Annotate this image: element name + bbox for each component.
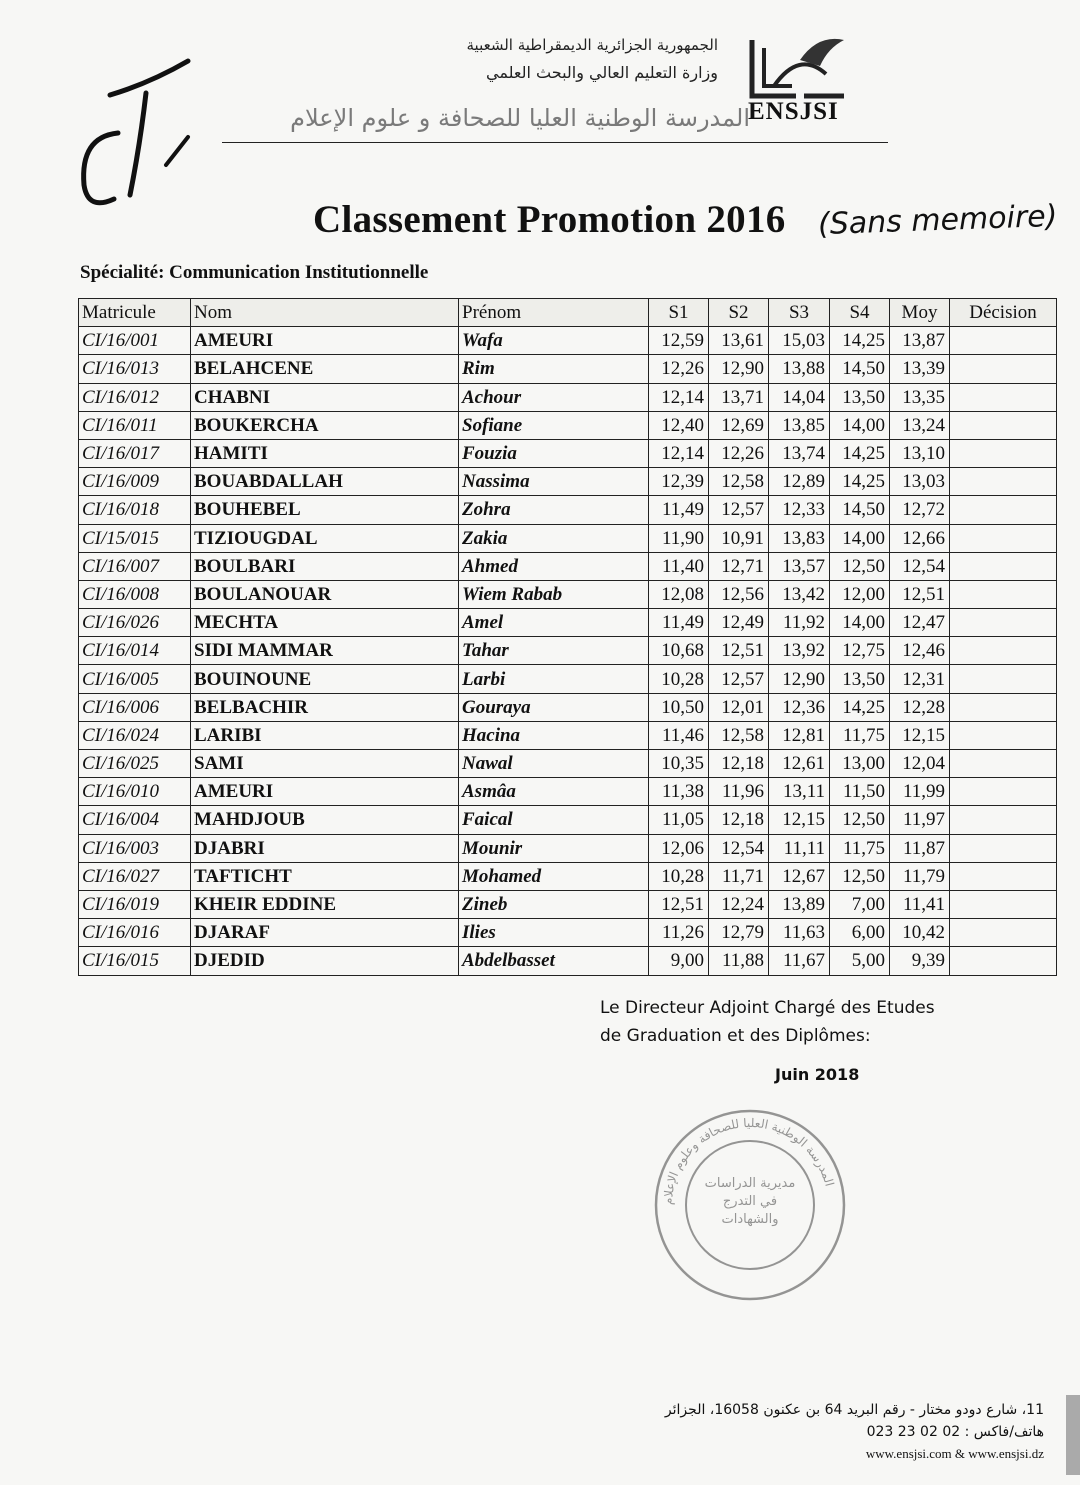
cell-s3: 13,88 (769, 355, 830, 383)
table-row (79, 580, 1057, 608)
ranking-table (78, 298, 1057, 976)
cell-matricule: CI/15/015 (79, 524, 191, 552)
cell-prenom: Tahar (459, 637, 649, 665)
cell-s1: 12,14 (649, 383, 709, 411)
cell-s1: 10,68 (649, 637, 709, 665)
cell-decision (950, 750, 1057, 778)
cell-s1: 10,50 (649, 693, 709, 721)
cell-moy: 13,03 (890, 468, 950, 496)
cell-prenom: Fouzia (459, 439, 649, 467)
logo-text: ENSJSI (748, 98, 839, 125)
cell-s1: 11,49 (649, 496, 709, 524)
cell-s4: 14,00 (830, 411, 890, 439)
cell-s3: 13,11 (769, 778, 830, 806)
cell-moy: 9,39 (890, 947, 950, 975)
table-row (79, 721, 1057, 749)
cell-prenom: Wiem Rabab (459, 580, 649, 608)
cell-s2: 12,51 (709, 637, 769, 665)
cell-matricule: CI/16/017 (79, 439, 191, 467)
cell-s3: 12,90 (769, 665, 830, 693)
signature-date: Juin 2018 (775, 1065, 860, 1084)
cell-s1: 12,39 (649, 468, 709, 496)
cell-s4: 12,50 (830, 552, 890, 580)
cell-prenom: Rim (459, 355, 649, 383)
cell-prenom: Asmâa (459, 778, 649, 806)
cell-prenom: Ilies (459, 919, 649, 947)
cell-decision (950, 383, 1057, 411)
cell-prenom: Mohamed (459, 862, 649, 890)
cell-moy: 11,97 (890, 806, 950, 834)
cell-moy: 13,87 (890, 327, 950, 355)
cell-decision (950, 947, 1057, 975)
cell-matricule: CI/16/011 (79, 411, 191, 439)
col-header-s4: S4 (830, 299, 890, 327)
cell-prenom: Ahmed (459, 552, 649, 580)
cell-moy: 13,24 (890, 411, 950, 439)
cell-decision (950, 637, 1057, 665)
cell-s1: 12,14 (649, 439, 709, 467)
cell-moy: 12,31 (890, 665, 950, 693)
cell-nom: MAHDJOUB (191, 806, 459, 834)
cell-decision (950, 890, 1057, 918)
cell-s4: 13,00 (830, 750, 890, 778)
cell-prenom: Gouraya (459, 693, 649, 721)
cell-matricule: CI/16/025 (79, 750, 191, 778)
page-title: Classement Promotion 2016 (313, 198, 786, 241)
col-header-prenom: Prénom (459, 299, 649, 327)
cell-s4: 12,75 (830, 637, 890, 665)
cell-s4: 6,00 (830, 919, 890, 947)
cell-nom: BOULBARI (191, 552, 459, 580)
cell-nom: CHABNI (191, 383, 459, 411)
table-row (79, 552, 1057, 580)
table-row (79, 750, 1057, 778)
scan-edge-strip (1066, 1395, 1080, 1475)
cell-s1: 12,40 (649, 411, 709, 439)
cell-moy: 11,79 (890, 862, 950, 890)
table-row (79, 862, 1057, 890)
cell-s2: 11,88 (709, 947, 769, 975)
cell-s3: 12,36 (769, 693, 830, 721)
col-header-s1: S1 (649, 299, 709, 327)
cell-decision (950, 919, 1057, 947)
cell-s2: 12,18 (709, 750, 769, 778)
cell-s2: 12,54 (709, 834, 769, 862)
cell-s4: 12,50 (830, 806, 890, 834)
cell-s2: 12,24 (709, 890, 769, 918)
cell-matricule: CI/16/009 (79, 468, 191, 496)
cell-prenom: Zakia (459, 524, 649, 552)
cell-nom: BELBACHIR (191, 693, 459, 721)
cell-s3: 12,33 (769, 496, 830, 524)
cell-moy: 12,15 (890, 721, 950, 749)
col-header-s3: S3 (769, 299, 830, 327)
cell-matricule: CI/16/026 (79, 609, 191, 637)
table-row (79, 665, 1057, 693)
cell-prenom: Amel (459, 609, 649, 637)
cell-nom: BOULANOUAR (191, 580, 459, 608)
school-logo-icon (744, 30, 854, 102)
cell-matricule: CI/16/001 (79, 327, 191, 355)
cell-s3: 14,04 (769, 383, 830, 411)
cell-prenom: Wafa (459, 327, 649, 355)
cell-s2: 12,58 (709, 721, 769, 749)
cell-decision (950, 580, 1057, 608)
cell-s4: 14,25 (830, 468, 890, 496)
cell-decision (950, 806, 1057, 834)
cell-s1: 11,49 (649, 609, 709, 637)
cell-decision (950, 665, 1057, 693)
cell-matricule: CI/16/015 (79, 947, 191, 975)
cell-s2: 12,18 (709, 806, 769, 834)
cell-nom: BOUKERCHA (191, 411, 459, 439)
cell-matricule: CI/16/010 (79, 778, 191, 806)
cell-s4: 13,50 (830, 383, 890, 411)
table-row (79, 411, 1057, 439)
cell-moy: 12,54 (890, 552, 950, 580)
cell-s4: 14,25 (830, 693, 890, 721)
cell-prenom: Hacina (459, 721, 649, 749)
cell-s1: 9,00 (649, 947, 709, 975)
cell-moy: 12,72 (890, 496, 950, 524)
cell-s2: 12,69 (709, 411, 769, 439)
cell-s2: 12,57 (709, 496, 769, 524)
cell-nom: MECHTA (191, 609, 459, 637)
col-header-matricule: Matricule (79, 299, 191, 327)
table-row (79, 834, 1057, 862)
col-header-s2: S2 (709, 299, 769, 327)
cell-s4: 11,50 (830, 778, 890, 806)
cell-moy: 11,87 (890, 834, 950, 862)
footer-website: www.ensjsi.com & www.ensjsi.dz (865, 1446, 1044, 1461)
table-row (79, 778, 1057, 806)
cell-s2: 12,49 (709, 609, 769, 637)
cell-decision (950, 496, 1057, 524)
cell-s2: 10,91 (709, 524, 769, 552)
cell-nom: AMEURI (191, 778, 459, 806)
header-arabic-republic: الجمهورية الجزائرية الديمقراطية الشعبية (466, 36, 718, 54)
cell-s3: 12,61 (769, 750, 830, 778)
cell-matricule: CI/16/014 (79, 637, 191, 665)
cell-s3: 13,83 (769, 524, 830, 552)
cell-s3: 12,89 (769, 468, 830, 496)
table-row (79, 890, 1057, 918)
cell-matricule: CI/16/003 (79, 834, 191, 862)
cell-s4: 5,00 (830, 947, 890, 975)
col-header-nom: Nom (191, 299, 459, 327)
cell-decision (950, 609, 1057, 637)
cell-s4: 14,00 (830, 524, 890, 552)
official-stamp-icon (650, 1105, 850, 1305)
cell-s1: 12,06 (649, 834, 709, 862)
cell-moy: 13,35 (890, 383, 950, 411)
cell-s3: 11,92 (769, 609, 830, 637)
cell-s4: 11,75 (830, 834, 890, 862)
cell-s4: 12,50 (830, 862, 890, 890)
cell-prenom: Sofiane (459, 411, 649, 439)
cell-s1: 11,90 (649, 524, 709, 552)
cell-s4: 14,50 (830, 496, 890, 524)
cell-s1: 12,59 (649, 327, 709, 355)
cell-s3: 15,03 (769, 327, 830, 355)
cell-s4: 13,50 (830, 665, 890, 693)
table-row (79, 383, 1057, 411)
cell-s1: 11,46 (649, 721, 709, 749)
stamp-outer-text: المدرسة الوطنية العليا للصحافة وعلوم الإعلام (660, 1115, 837, 1206)
cell-s2: 11,71 (709, 862, 769, 890)
cell-nom: DJEDID (191, 947, 459, 975)
header-arabic-ministry: وزارة التعليم العالي والبحث العلمي (486, 63, 718, 82)
table-header-row (79, 299, 1057, 327)
cell-s3: 11,67 (769, 947, 830, 975)
cell-moy: 13,10 (890, 439, 950, 467)
cell-matricule: CI/16/018 (79, 496, 191, 524)
cell-decision (950, 778, 1057, 806)
table-row (79, 806, 1057, 834)
cell-matricule: CI/16/005 (79, 665, 191, 693)
cell-s2: 12,26 (709, 439, 769, 467)
cell-moy: 13,39 (890, 355, 950, 383)
specialite-label: Spécialité: Communication Institutionnelle (80, 262, 429, 283)
cell-s2: 12,01 (709, 693, 769, 721)
cell-s1: 11,26 (649, 919, 709, 947)
cell-s2: 12,71 (709, 552, 769, 580)
signature-title-line2: de Graduation et des Diplômes: (600, 1026, 871, 1046)
cell-decision (950, 327, 1057, 355)
cell-moy: 12,51 (890, 580, 950, 608)
cell-moy: 12,47 (890, 609, 950, 637)
handwritten-title-note: (Sans memoire) (817, 198, 1058, 243)
cell-s3: 11,63 (769, 919, 830, 947)
cell-prenom: Larbi (459, 665, 649, 693)
cell-decision (950, 693, 1057, 721)
table-row (79, 693, 1057, 721)
cell-nom: TIZIOUGDAL (191, 524, 459, 552)
cell-s1: 12,51 (649, 890, 709, 918)
cell-matricule: CI/16/006 (79, 693, 191, 721)
col-header-moy: Moy (890, 299, 950, 327)
cell-decision (950, 862, 1057, 890)
cell-moy: 11,99 (890, 778, 950, 806)
cell-matricule: CI/16/024 (79, 721, 191, 749)
table-row (79, 496, 1057, 524)
cell-moy: 12,46 (890, 637, 950, 665)
cell-decision (950, 721, 1057, 749)
cell-decision (950, 552, 1057, 580)
cell-nom: BOUINOUNE (191, 665, 459, 693)
cell-nom: TAFTICHT (191, 862, 459, 890)
cell-prenom: Nassima (459, 468, 649, 496)
cell-s1: 11,38 (649, 778, 709, 806)
cell-s2: 12,90 (709, 355, 769, 383)
cell-nom: BOUABDALLAH (191, 468, 459, 496)
col-header-decision: Décision (950, 299, 1057, 327)
cell-nom: DJABRI (191, 834, 459, 862)
cell-decision (950, 834, 1057, 862)
cell-nom: HAMITI (191, 439, 459, 467)
table-body (79, 327, 1057, 975)
table-row (79, 468, 1057, 496)
table-row (79, 919, 1057, 947)
header-divider (222, 142, 888, 143)
cell-s1: 11,05 (649, 806, 709, 834)
signature-title-line1: Le Directeur Adjoint Chargé des Etudes (600, 998, 935, 1018)
cell-prenom: Mounir (459, 834, 649, 862)
cell-decision (950, 355, 1057, 383)
cell-matricule: CI/16/004 (79, 806, 191, 834)
cell-matricule: CI/16/013 (79, 355, 191, 383)
cell-moy: 12,66 (890, 524, 950, 552)
cell-prenom: Zineb (459, 890, 649, 918)
table-row (79, 439, 1057, 467)
cell-s2: 13,71 (709, 383, 769, 411)
cell-matricule: CI/16/007 (79, 552, 191, 580)
cell-s4: 11,75 (830, 721, 890, 749)
table-row (79, 327, 1057, 355)
cell-prenom: Nawal (459, 750, 649, 778)
cell-s4: 14,25 (830, 439, 890, 467)
cell-decision (950, 439, 1057, 467)
cell-s2: 12,58 (709, 468, 769, 496)
cell-prenom: Zohra (459, 496, 649, 524)
cell-s4: 14,50 (830, 355, 890, 383)
cell-s4: 14,00 (830, 609, 890, 637)
cell-s3: 12,81 (769, 721, 830, 749)
cell-s3: 13,92 (769, 637, 830, 665)
cell-s2: 12,79 (709, 919, 769, 947)
cell-s2: 12,56 (709, 580, 769, 608)
cell-matricule: CI/16/027 (79, 862, 191, 890)
cell-s2: 12,57 (709, 665, 769, 693)
footer-phone: هاتف/فاكس : 02 02 23 023 (866, 1424, 1044, 1440)
cell-s4: 14,25 (830, 327, 890, 355)
footer-address: 11، شارع دودو مختار - رقم البريد 64 بن عكنون 16058، الجزائر (664, 1402, 1044, 1418)
cell-nom: KHEIR EDDINE (191, 890, 459, 918)
cell-s3: 13,89 (769, 890, 830, 918)
cell-s1: 10,28 (649, 862, 709, 890)
cell-s3: 13,57 (769, 552, 830, 580)
cell-s2: 13,61 (709, 327, 769, 355)
stamp-inner-text: مديرية الدراسات في التدرج والشهادات (704, 1176, 796, 1227)
cell-s3: 13,85 (769, 411, 830, 439)
cell-s1: 12,26 (649, 355, 709, 383)
cell-moy: 12,28 (890, 693, 950, 721)
cell-s1: 12,08 (649, 580, 709, 608)
table-row (79, 947, 1057, 975)
cell-s1: 10,28 (649, 665, 709, 693)
cell-matricule: CI/16/016 (79, 919, 191, 947)
cell-moy: 11,41 (890, 890, 950, 918)
table-row (79, 609, 1057, 637)
cell-decision (950, 524, 1057, 552)
cell-s3: 12,15 (769, 806, 830, 834)
table-row (79, 637, 1057, 665)
cell-prenom: Achour (459, 383, 649, 411)
cell-nom: BELAHCENE (191, 355, 459, 383)
cell-nom: AMEURI (191, 327, 459, 355)
cell-nom: BOUHEBEL (191, 496, 459, 524)
cell-s1: 11,40 (649, 552, 709, 580)
table-row (79, 524, 1057, 552)
cell-nom: DJARAF (191, 919, 459, 947)
table-row (79, 355, 1057, 383)
cell-s3: 13,42 (769, 580, 830, 608)
cell-s3: 12,67 (769, 862, 830, 890)
cell-prenom: Faical (459, 806, 649, 834)
cell-matricule: CI/16/008 (79, 580, 191, 608)
cell-moy: 10,42 (890, 919, 950, 947)
cell-matricule: CI/16/019 (79, 890, 191, 918)
cell-nom: SAMI (191, 750, 459, 778)
handwritten-ct-mark (70, 55, 210, 225)
cell-prenom: Abdelbasset (459, 947, 649, 975)
cell-nom: LARIBI (191, 721, 459, 749)
cell-decision (950, 468, 1057, 496)
header-arabic-school: المدرسة الوطنية العليا للصحافة و علوم الإعلام (290, 104, 750, 132)
cell-s4: 12,00 (830, 580, 890, 608)
cell-s1: 10,35 (649, 750, 709, 778)
cell-decision (950, 411, 1057, 439)
cell-s4: 7,00 (830, 890, 890, 918)
cell-moy: 12,04 (890, 750, 950, 778)
cell-s2: 11,96 (709, 778, 769, 806)
cell-s3: 13,74 (769, 439, 830, 467)
cell-s3: 11,11 (769, 834, 830, 862)
cell-nom: SIDI MAMMAR (191, 637, 459, 665)
cell-matricule: CI/16/012 (79, 383, 191, 411)
